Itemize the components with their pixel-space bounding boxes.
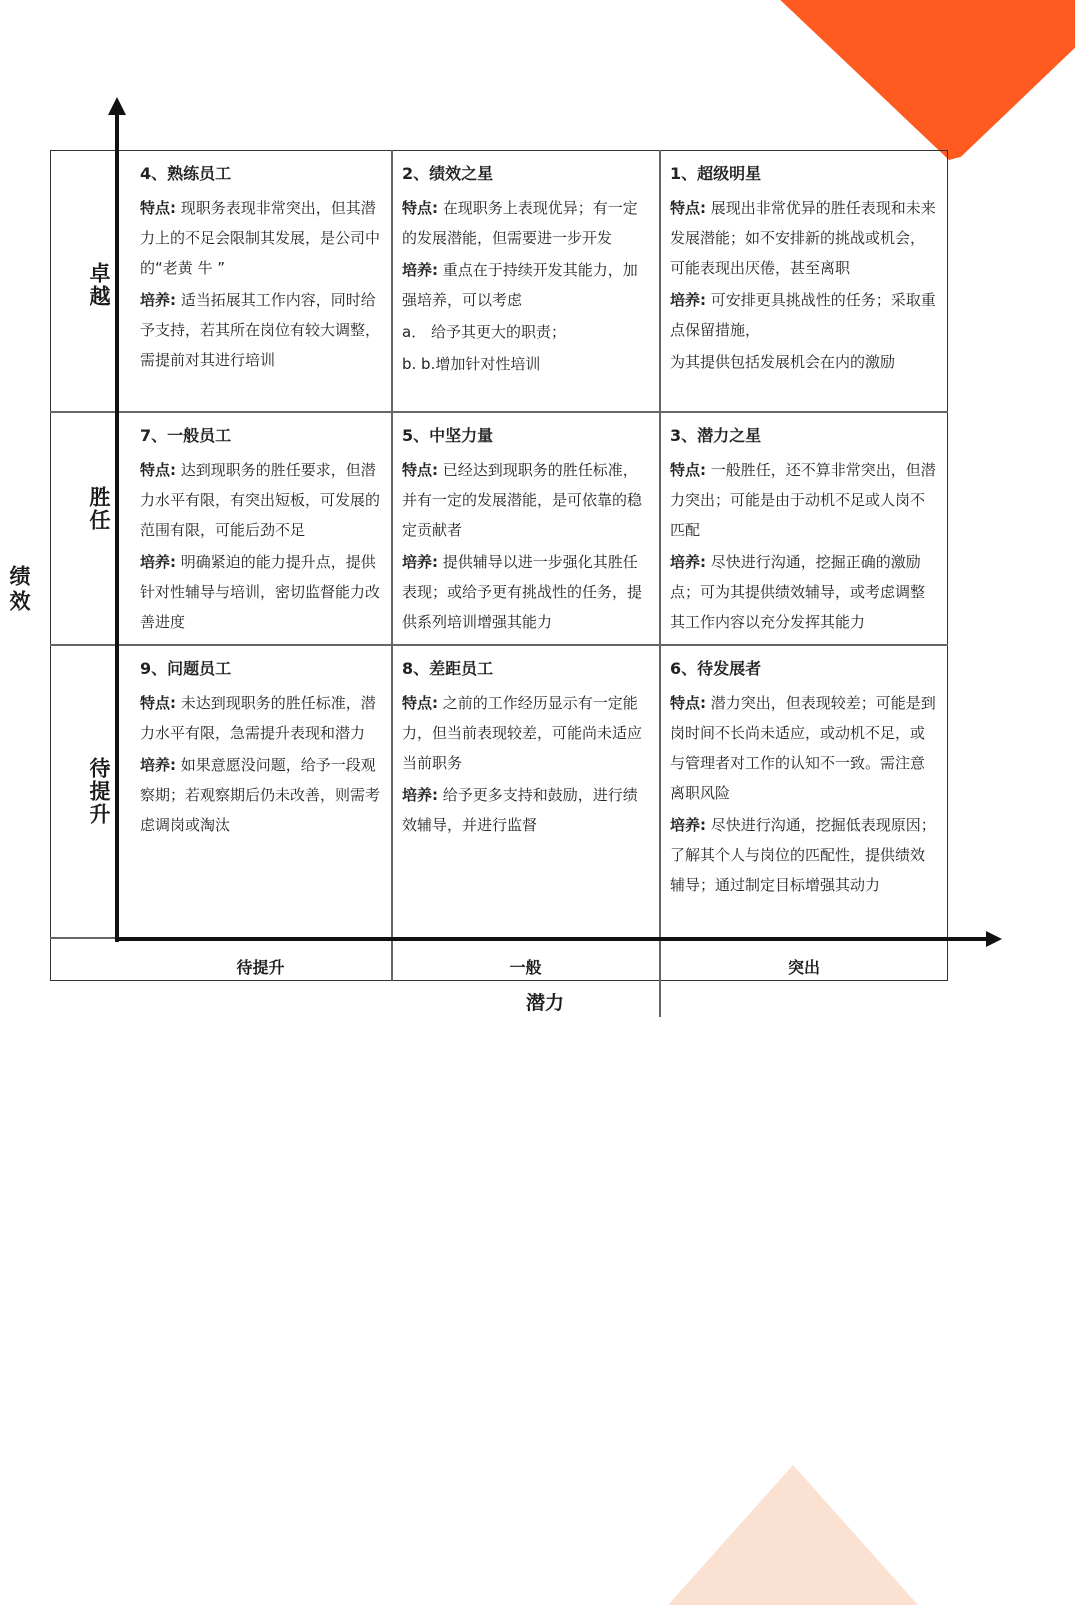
- cell-2-performance-star: [393, 152, 659, 410]
- cell-7-average-employee: [131, 414, 391, 644]
- traits-label: 特点:: [402, 199, 438, 217]
- col-label-average: 一般: [509, 958, 542, 977]
- traits-label: 特点:: [402, 694, 438, 712]
- cell-title: 3、潜力之星: [670, 426, 762, 445]
- training-text: 重点在于持续开发其能力，加强培养，可以考虑: [402, 261, 638, 309]
- traits-text: 一般胜任，还不算非常突出，但潜力突出；可能是由于动机不足或人岗不匹配: [670, 461, 936, 539]
- top-right-orange-decoration: [775, 0, 1075, 160]
- cell-title: 6、待发展者: [670, 659, 762, 678]
- traits-text: 潜力突出，但表现较差；可能是到岗时间不长尚未适应，或动机不足，或与管理者对工作的认知不一致。需注意离职风险: [670, 694, 936, 802]
- cell-title: 1、超级明星: [670, 164, 762, 183]
- cell-1-super-star: [661, 152, 947, 410]
- training-label: 培养:: [402, 553, 438, 571]
- y-axis-line: [115, 112, 119, 942]
- traits-text: 展现出非常优异的胜任表现和未来发展潜能；如不安排新的挑战或机会，可能表现出厌倦，甚至离职: [670, 199, 936, 277]
- training-item-a: a． 给予其更大的职责；: [402, 323, 566, 341]
- training-label: 培养:: [140, 553, 176, 571]
- cell-3-potential-star: [661, 414, 947, 644]
- traits-label: 特点:: [140, 694, 176, 712]
- training-label: 培养:: [670, 553, 706, 571]
- training-text: 明确紧迫的能力提升点，提供针对性辅导与培训，密切监督能力改善进度: [140, 553, 381, 631]
- cell-title: 9、问题员工: [140, 659, 232, 678]
- training-text: 提供辅导以进一步强化其胜任表现；或给予更有挑战性的任务，提供系列培训增强其能力: [402, 553, 643, 631]
- training-text: 适当拓展其工作内容，同时给予支持，若其所在岗位有较大调整，需提前对其进行培训: [140, 291, 381, 369]
- training-label: 培养:: [670, 816, 706, 834]
- cell-title: 8、差距员工: [402, 659, 494, 678]
- grid-line: [50, 411, 948, 413]
- training-text: 尽快进行沟通，挖掘低表现原因；了解其个人与岗位的匹配性，提供绩效辅导；通过制定目标增强其动力: [670, 816, 936, 894]
- training-label: 培养:: [140, 756, 176, 774]
- x-axis-line: [115, 937, 990, 941]
- traits-label: 特点:: [140, 199, 176, 217]
- training-item-b: b. b.增加针对性培训: [402, 355, 541, 373]
- col-label-to-improve: 待提升: [236, 958, 285, 977]
- cell-title: 7、一般员工: [140, 426, 232, 445]
- row-label-excellent: 卓越: [87, 262, 111, 308]
- traits-text: 已经达到现职务的胜任标准，并有一定的发展潜能，是可依靠的稳定贡献者: [402, 461, 643, 539]
- training-text: 如果意愿没问题，给予一段观察期；若观察期后仍未改善，则需考虑调岗或淘汰: [140, 756, 381, 834]
- traits-label: 特点:: [670, 199, 706, 217]
- traits-label: 特点:: [402, 461, 438, 479]
- x-axis-title: 潜力: [525, 992, 564, 1014]
- cell-6-developing-employee: [661, 647, 947, 935]
- traits-text: 未达到现职务的胜任标准，潜力水平有限，急需提升表现和潜力: [140, 694, 376, 742]
- training-text: 给予更多支持和鼓励，进行绩效辅导，并进行监督: [402, 786, 638, 834]
- cell-9-problem-employee: [131, 647, 391, 935]
- training-label: 培养:: [670, 291, 706, 309]
- y-axis-arrow: [108, 97, 126, 115]
- training-text: 可安排更具挑战性的任务；采取重点保留措施，: [670, 291, 936, 339]
- training-label: 培养:: [402, 786, 438, 804]
- traits-label: 特点:: [140, 461, 176, 479]
- x-axis-arrow: [986, 931, 1002, 947]
- training-label: 培养:: [402, 261, 438, 279]
- cell-title: 4、熟练员工: [140, 164, 232, 183]
- cell-title: 2、绩效之星: [402, 164, 494, 183]
- traits-label: 特点:: [670, 694, 706, 712]
- training-label: 培养:: [140, 291, 176, 309]
- cell-4-skilled-employee: [131, 152, 391, 410]
- cell-title: 5、中坚力量: [402, 426, 494, 445]
- row-label-competent: 胜任: [87, 486, 111, 532]
- cell-5-core-force: [393, 414, 659, 644]
- grid-line: [50, 644, 948, 646]
- cell-8-gap-employee: [393, 647, 659, 935]
- traits-text: 在现职务上表现优异；有一定的发展潜能，但需要进一步开发: [402, 199, 638, 247]
- training-text: 尽快进行沟通，挖掘正确的激励点；可为其提供绩效辅导，或考虑调整其工作内容以充分发挥其能力: [670, 553, 926, 631]
- bottom-peach-decoration: [668, 1465, 918, 1605]
- traits-label: 特点:: [670, 461, 706, 479]
- traits-text: 现职务表现非常突出，但其潜力上的不足会限制其发展，是公司中的“老黄 牛 ”: [140, 199, 381, 277]
- training-extra: 为其提供包括发展机会在内的激励: [670, 353, 896, 371]
- col-label-outstanding: 突出: [787, 958, 820, 977]
- row-label-to-improve: 待提升: [87, 757, 111, 826]
- traits-text: 达到现职务的胜任要求，但潜力水平有限，有突出短板，可发展的范围有限，可能后劲不足: [140, 461, 381, 539]
- y-axis-title: 绩效: [7, 565, 31, 615]
- traits-text: 之前的工作经历显示有一定能力，但当前表现较差，可能尚未适应当前职务: [402, 694, 643, 772]
